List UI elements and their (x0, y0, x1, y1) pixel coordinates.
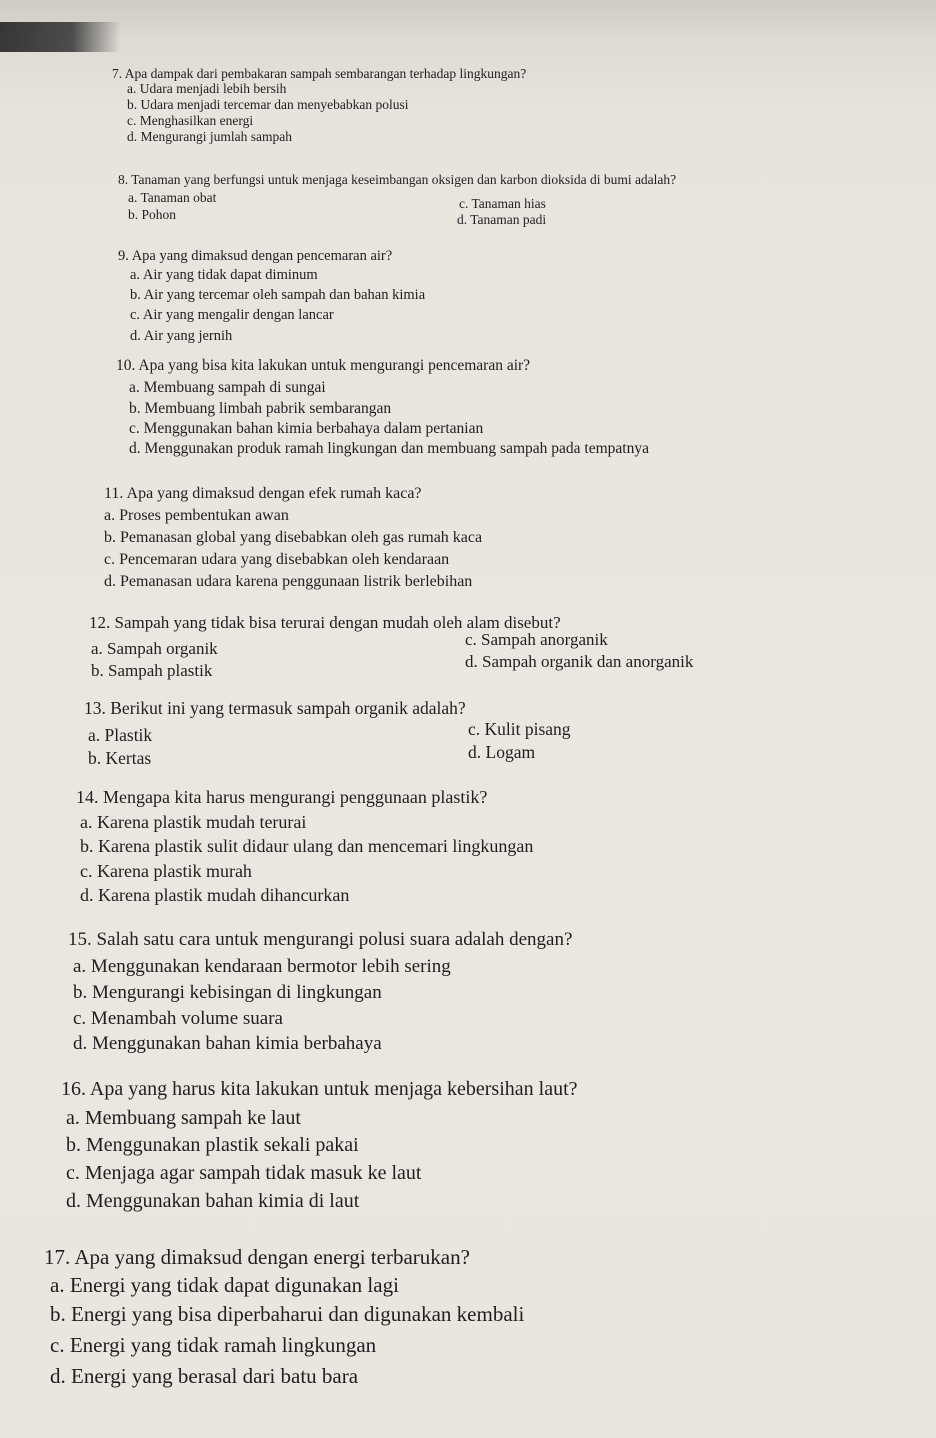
question-8-option-d[interactable]: d. Tanaman padi (457, 212, 547, 227)
question-13-option-b[interactable]: b. Kertas (88, 748, 152, 768)
question-17-option-b[interactable]: b. Energi yang bisa diperbaharui dan digunakan kembali (50, 1302, 525, 1326)
question-11-stem: 11. Apa yang dimaksud dengan efek rumah kaca? (104, 485, 422, 502)
question-12-option-a[interactable]: a. Sampah organik (91, 639, 218, 658)
question-15-option-d[interactable]: d. Menggunakan bahan kimia berbahaya (73, 1033, 382, 1054)
question-14-option-a[interactable]: a. Karena plastik mudah terurai (80, 812, 307, 832)
question-17-option-d[interactable]: d. Energi yang berasal dari batu bara (50, 1364, 359, 1388)
question-7-stem: 7. Apa dampak dari pembakaran sampah sembarangan terhadap lingkungan? (112, 66, 527, 81)
question-7-option-d[interactable]: d. Mengurangi jumlah sampah (127, 129, 292, 144)
question-12-option-d[interactable]: d. Sampah organik dan anorganik (465, 652, 694, 671)
page-top-shadow (0, 0, 936, 40)
question-8-stem: 8. Tanaman yang berfungsi untuk menjaga keseimbangan oksigen dan karbon dioksida di bumi adalah? (118, 172, 677, 187)
question-11-option-d[interactable]: d. Pemanasan udara karena penggunaan listrik berlebihan (104, 573, 473, 590)
question-13-option-d[interactable]: d. Logam (468, 742, 536, 762)
question-9-stem: 9. Apa yang dimaksud dengan pencemaran air? (118, 248, 393, 264)
question-13-option-a[interactable]: a. Plastik (88, 725, 153, 745)
question-9-option-d[interactable]: d. Air yang jernih (130, 328, 233, 344)
question-16-option-b[interactable]: b. Menggunakan plastik sekali pakai (66, 1134, 359, 1156)
question-9-option-c[interactable]: c. Air yang mengalir dengan lancar (130, 307, 334, 323)
question-15-stem: 15. Salah satu cara untuk mengurangi polusi suara adalah dengan? (68, 929, 573, 950)
question-10-option-c[interactable]: c. Menggunakan bahan kimia berbahaya dalam pertanian (129, 420, 484, 437)
question-17-stem: 17. Apa yang dimaksud dengan energi terbarukan? (44, 1245, 470, 1269)
question-11-option-b[interactable]: b. Pemanasan global yang disebabkan oleh gas rumah kaca (104, 529, 483, 546)
question-14-option-d[interactable]: d. Karena plastik mudah dihancurkan (80, 885, 350, 905)
question-12-stem: 12. Sampah yang tidak bisa terurai dengan mudah oleh alam disebut? (89, 613, 561, 632)
question-14-option-c[interactable]: c. Karena plastik murah (80, 861, 252, 881)
question-11-option-c[interactable]: c. Pencemaran udara yang disebabkan oleh kendaraan (104, 551, 450, 568)
question-7-option-a[interactable]: a. Udara menjadi lebih bersih (127, 81, 287, 96)
question-15-option-c[interactable]: c. Menambah volume suara (73, 1008, 283, 1029)
question-15-option-b[interactable]: b. Mengurangi kebisingan di lingkungan (73, 982, 382, 1003)
question-7-option-c[interactable]: c. Menghasilkan energi (127, 113, 254, 128)
question-9-option-a[interactable]: a. Air yang tidak dapat diminum (130, 267, 318, 283)
question-9-option-b[interactable]: b. Air yang tercemar oleh sampah dan bahan kimia (130, 287, 426, 303)
question-14-option-b[interactable]: b. Karena plastik sulit didaur ulang dan mencemari lingkungan (80, 836, 534, 856)
question-17-option-a[interactable]: a. Energi yang tidak dapat digunakan lagi (50, 1273, 399, 1297)
question-13-option-c[interactable]: c. Kulit pisang (468, 719, 571, 739)
question-13-stem: 13. Berikut ini yang termasuk sampah organik adalah? (84, 698, 466, 718)
question-10-option-b[interactable]: b. Membuang limbah pabrik sembarangan (129, 400, 392, 417)
question-16-option-d[interactable]: d. Menggunakan bahan kimia di laut (66, 1190, 360, 1212)
question-12-option-c[interactable]: c. Sampah anorganik (465, 630, 608, 649)
question-10-option-d[interactable]: d. Menggunakan produk ramah lingkungan dan membuang sampah pada tempatnya (129, 440, 649, 457)
question-16-option-c[interactable]: c. Menjaga agar sampah tidak masuk ke laut (66, 1162, 422, 1184)
question-15-option-a[interactable]: a. Menggunakan kendaraan bermotor lebih sering (73, 956, 451, 977)
question-10-option-a[interactable]: a. Membuang sampah di sungai (129, 379, 326, 396)
question-11-option-a[interactable]: a. Proses pembentukan awan (104, 507, 289, 524)
binder-shadow (0, 22, 120, 52)
question-14-stem: 14. Mengapa kita harus mengurangi penggunaan plastik? (76, 787, 488, 807)
question-8-option-c[interactable]: c. Tanaman hias (459, 196, 546, 211)
question-16-option-a[interactable]: a. Membuang sampah ke laut (66, 1107, 301, 1129)
question-8-option-a[interactable]: a. Tanaman obat (128, 190, 217, 205)
question-17-option-c[interactable]: c. Energi yang tidak ramah lingkungan (50, 1333, 377, 1357)
question-12-option-b[interactable]: b. Sampah plastik (91, 661, 213, 680)
question-8-option-b[interactable]: b. Pohon (128, 207, 177, 222)
question-7-option-b[interactable]: b. Udara menjadi tercemar dan menyebabkan polusi (127, 97, 409, 112)
question-16-stem: 16. Apa yang harus kita lakukan untuk menjaga kebersihan laut? (61, 1078, 578, 1100)
question-10-stem: 10. Apa yang bisa kita lakukan untuk mengurangi pencemaran air? (116, 357, 531, 374)
